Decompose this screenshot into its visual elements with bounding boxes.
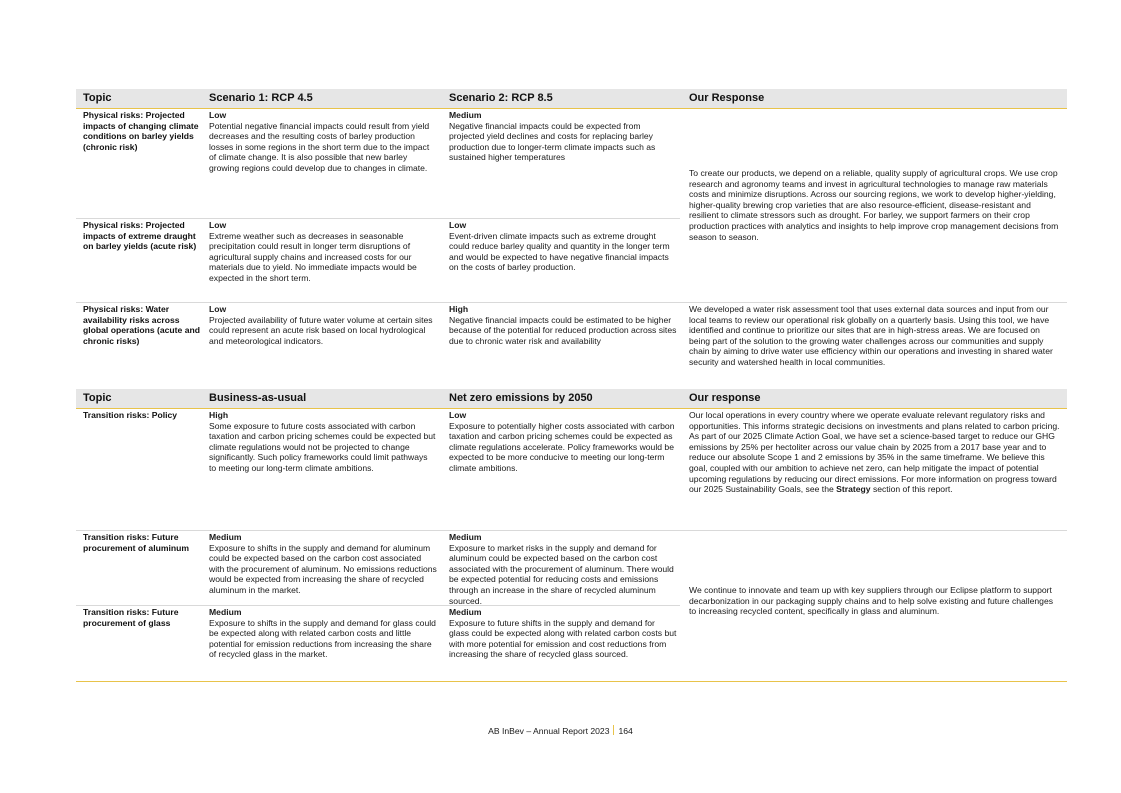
response-barley: To create our products, we depend on a reliable, quality supply of agricultural crops. We use crop research and agronomy teams and invest in agricultural technologies to manage raw materials costs and minimize disruptions. Across our sourcing regions, we work to develop higher-yielding, higher-quality brewing crop varieties that are also resource-efficient, disease-resistant and resilient to climate stressors such as drought. For barley, we support farmers on their crop production practices with analytics and insights to help improve crop management decisions from season to season. <box>689 168 1059 242</box>
risk-level: Medium <box>449 532 482 542</box>
row-divider <box>76 605 680 606</box>
table1-header-topic: Topic <box>83 92 112 104</box>
scenario2-cell <box>449 220 677 273</box>
footer-divider <box>613 725 614 735</box>
table2-header-topic: Topic <box>83 392 112 404</box>
scenario-text: Negative financial impacts could be estimated to be higher because of the potential for reduced production across sites due to chronic water risk and availability <box>449 314 677 346</box>
scenario-text: Exposure to future shifts in the supply and demand for glass could be expected along with related carbon costs but with more potential for emission and cost reductions from increasing the share of recycled glass sourced. <box>449 617 677 660</box>
scenario1-cell <box>209 220 437 284</box>
response-water: We developed a water risk assessment tool that uses external data sources and input from our local teams to review our operational risk globally on a quarterly basis. Using this tool, we have identified and continue to prioritize our sites that are in high-stress areas. We are focused on being part of the solution to the growing water challenges across our communities and supply chain by aiming to drive water use efficiency within our operations and investing in shared water security and watershed health in local communities. <box>689 304 1053 367</box>
row-topic: Transition risks: Future procurement of aluminum <box>83 532 189 553</box>
scenario2-cell <box>449 110 677 163</box>
scenario-text: Potential negative financial impacts could result from yield decreases and the resulting costs of barley production losses in some regions in the short term due to the impact of climate change. It is also possible that new barley growing regions could develop due to changes in climate. <box>209 120 430 173</box>
row-topic: Physical risks: Water availability risks across global operations (acute and chronic risks) <box>83 304 200 346</box>
scenario2-cell <box>449 532 677 606</box>
row-divider <box>76 302 1067 303</box>
row-topic: Transition risks: Future procurement of glass <box>83 607 179 628</box>
table-bottom-rule <box>76 681 1067 682</box>
table2-header-response: Our response <box>689 392 761 404</box>
page-footer <box>0 725 1121 736</box>
risk-level: Medium <box>209 607 242 617</box>
scenario-text: Exposure to market risks in the supply and demand for aluminum could be expected based on the carbon cost associated with the procurement of aluminum. There would be expected potential for reducing costs and emissions through an increase in the share of recycled aluminum sourced. <box>449 542 674 606</box>
row-topic: Physical risks: Projected impacts of changing climate conditions on barley yields (chronic risk) <box>83 110 199 152</box>
risk-level: Medium <box>209 532 242 542</box>
table1-header-scenario1: Scenario 1: RCP 4.5 <box>209 92 313 104</box>
scenario-text: Extreme weather such as decreases in seasonable precipitation could result in longer term disruptions of agricultural supply chains and increased costs for our materials due to yield. No immediate impacts would be expected in the short term. <box>209 230 417 283</box>
table2-header-scenario2: Net zero emissions by 2050 <box>449 392 593 404</box>
table1-header-response: Our Response <box>689 92 765 104</box>
scenario-text: Exposure to shifts in the supply and demand for glass could be expected along with related carbon costs and little potential for emission reductions from increasing the share of recycled glass in the market. <box>209 617 436 660</box>
scenario1-cell <box>209 410 437 474</box>
scenario2-cell <box>449 607 677 660</box>
scenario2-cell <box>449 410 677 474</box>
table2-header-scenario1: Business-as-usual <box>209 392 307 404</box>
scenario1-cell <box>209 532 437 596</box>
risk-level: Medium <box>449 110 482 120</box>
scenario-text: Exposure to shifts in the supply and demand for aluminum could be expected based on the carbon cost associated with the procurement of aluminum. No emissions reductions would be expected from increasing the share of recycled aluminum in the market. <box>209 542 437 595</box>
scenario2-cell <box>449 304 677 346</box>
table1-header-scenario2: Scenario 2: RCP 8.5 <box>449 92 553 104</box>
response-packaging: We continue to innovate and team up with key suppliers through our Eclipse platform to support decarbonization in our packaging supply chains and to help solve existing and future challenges to increasing recycled content, specifically in glass and aluminum. <box>689 585 1054 617</box>
scenario-text: Projected availability of future water volume at certain sites could represent an acute risk based on local hydrological and meteorological indicators. <box>209 314 433 346</box>
table1-header-row <box>76 89 1067 109</box>
footer-report-title: AB InBev – Annual Report 2023 <box>488 726 610 736</box>
risk-level: Low <box>209 110 227 120</box>
risk-level: Low <box>209 304 227 314</box>
risk-level: Low <box>209 220 227 230</box>
scenario1-cell <box>209 607 437 660</box>
scenario-text: Negative financial impacts could be expected from projected yield declines and costs for replacing barley production due to longer-term climate impacts such as sustained higher temperatures <box>449 120 656 163</box>
scenario-text: Exposure to potentially higher costs associated with carbon taxation and carbon pricing schemes could be expected as climate regulations accelerate. Policy frameworks would be expected to be more conducive to meeting our long-term climate ambitions. <box>449 420 675 473</box>
risk-level: Low <box>449 220 467 230</box>
row-topic: Transition risks: Policy <box>83 410 178 420</box>
scenario1-cell <box>209 304 437 346</box>
risk-level: High <box>209 410 229 420</box>
strategy-reference: Strategy <box>836 484 871 495</box>
row-topic: Physical risks: Projected impacts of extreme draught on barley yields (acute risk) <box>83 220 197 252</box>
scenario1-cell <box>209 110 437 174</box>
row-divider <box>76 530 1067 531</box>
response-policy <box>689 410 1061 495</box>
response-policy-text-end: section of this report. <box>872 484 953 495</box>
risk-level: Medium <box>449 607 482 617</box>
response-policy-text: Our local operations in every country where we operate evaluate relevant regulatory risks and opportunities. This informs strategic decisions on investments and plans related to carbon pricing. As part of our 2025 Climate Action Goal, we have set a science-based target to reduce our GHG emissions by 25% per hectoliter across our value chain by 2025 from a 2017 base year and to reduce our absolute Scope 1 and 2 emissions by 35% in the same timeframe. We believe this goal, coupled with our ambition to achieve net zero, can help mitigate the impact of potential upcoming regulations by reducing our direct emissions. For more information on progress toward our 2025 Sustainability Goals, see the <box>689 410 1060 495</box>
row-divider <box>76 218 680 219</box>
scenario-text: Some exposure to future costs associated with carbon taxation and carbon pricing schemes could be expected but climate regulations would not be projected to change significantly. Such policy frameworks could limit pathways to meeting our long-term climate ambitions. <box>209 420 436 473</box>
scenario-text: Event-driven climate impacts such as extreme drought could reduce barley quality and quantity in the longer term and would be expected to have negative financial impacts on the costs of barley production. <box>449 230 670 273</box>
risk-level: High <box>449 304 469 314</box>
table2-header-row <box>76 389 1067 409</box>
risk-level: Low <box>449 410 467 420</box>
page-number: 164 <box>618 726 633 736</box>
